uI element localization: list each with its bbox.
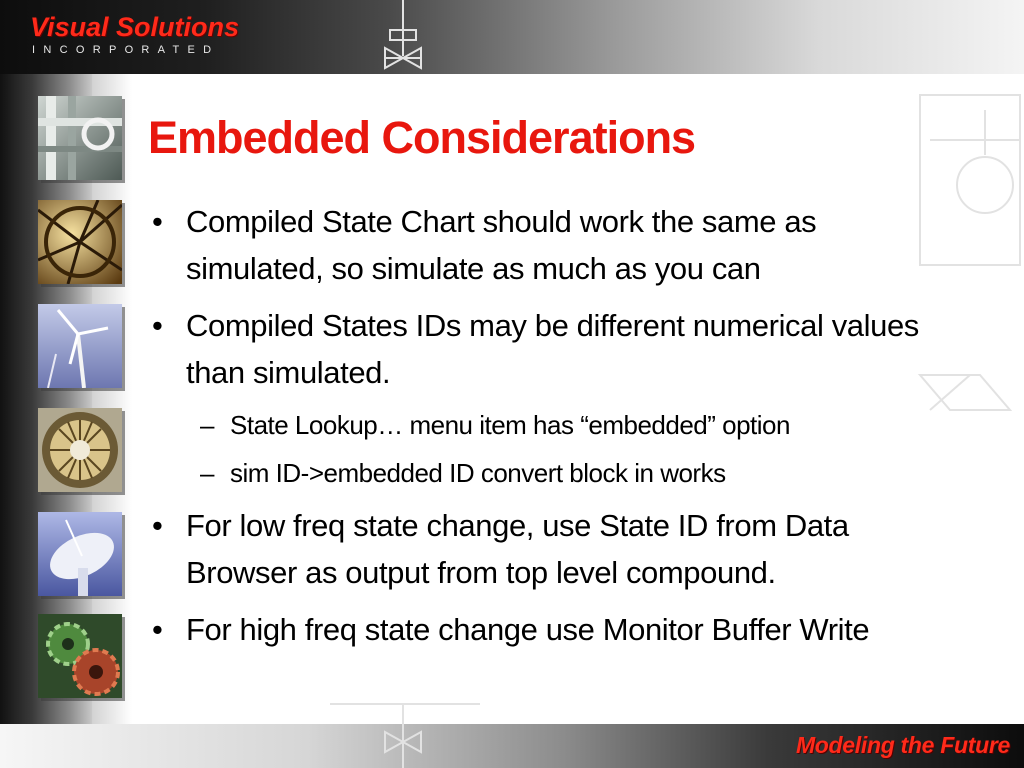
bullet-item [140, 502, 940, 596]
bullet-text: For low freq state change, use State ID from Data Browser as output from top level compound. [186, 508, 849, 590]
slide-title: Embedded Considerations [148, 112, 696, 163]
bullet-text: Compiled States IDs may be different numerical values than simulated. [186, 308, 919, 390]
satellite-dish-icon [38, 512, 122, 596]
sub-bullet-item [140, 406, 940, 444]
jet-engine-icon [38, 408, 122, 492]
footer-tagline: Modeling the Future [795, 732, 1010, 758]
slide-content [140, 198, 940, 663]
logo-name: Visual Solutions [30, 12, 240, 42]
sub-bullet-glyph: – [200, 410, 214, 440]
wheel-spokes-icon [38, 200, 122, 284]
bullet-glyph: • [152, 508, 163, 543]
logo-subtitle: INCORPORATED [32, 44, 220, 56]
bullet-item [140, 606, 940, 653]
gears-icon [38, 614, 122, 698]
bullet-glyph: • [152, 308, 163, 343]
sub-bullet-text: sim ID->embedded ID convert block in works [230, 458, 726, 488]
bullet-glyph: • [152, 204, 163, 239]
bullet-glyph: • [152, 612, 163, 647]
industrial-pipes-icon [38, 96, 122, 180]
wind-turbine-icon [38, 304, 122, 388]
sub-bullet-text: State Lookup… menu item has “embedded” option [230, 410, 790, 440]
company-logo [30, 12, 239, 56]
bullet-text: For high freq state change use Monitor Buffer Write [186, 612, 870, 647]
sub-bullet-item [140, 454, 940, 492]
bullet-text: Compiled State Chart should work the same as simulated, so simulate as much as you can [186, 204, 817, 286]
bullet-item [140, 198, 940, 292]
bullet-item [140, 302, 940, 396]
sub-bullet-glyph: – [200, 458, 214, 488]
